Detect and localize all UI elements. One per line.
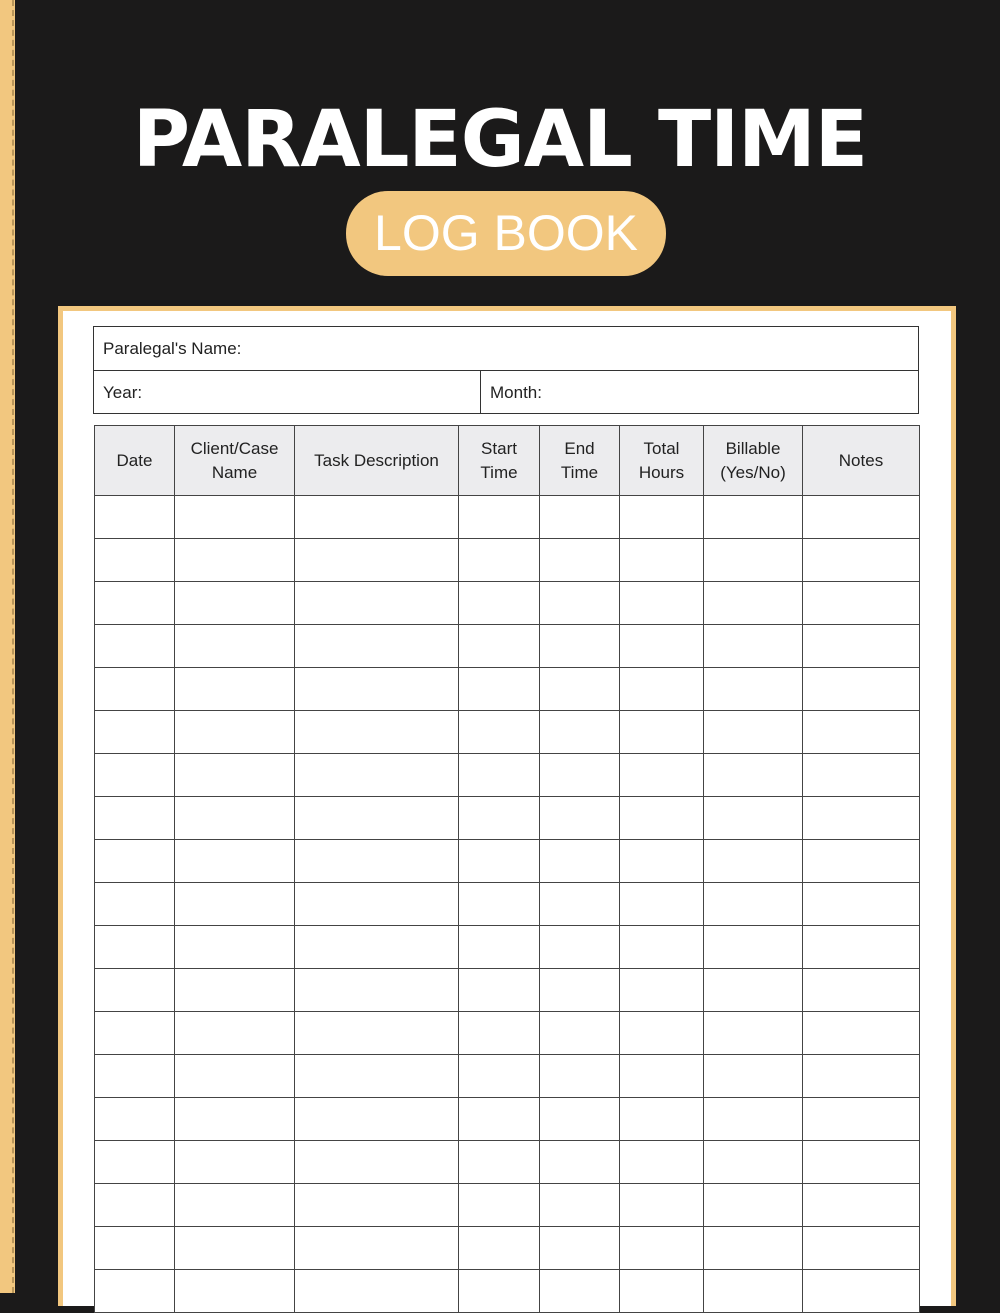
table-cell[interactable]	[620, 582, 704, 625]
table-cell[interactable]	[704, 1055, 803, 1098]
table-cell[interactable]	[540, 539, 620, 582]
table-cell[interactable]	[295, 539, 459, 582]
table-cell[interactable]	[803, 625, 920, 668]
table-cell[interactable]	[175, 926, 295, 969]
table-cell[interactable]	[459, 1098, 540, 1141]
table-cell[interactable]	[459, 883, 540, 926]
table-cell[interactable]	[803, 668, 920, 711]
column-header-line: Name	[211, 462, 258, 482]
column-header-start-time	[459, 426, 540, 496]
table-row	[95, 496, 920, 539]
column-header-task-description	[295, 426, 459, 496]
table-cell[interactable]	[295, 496, 459, 539]
cover-title: PARALEGAL TIME	[132, 95, 868, 185]
table-row	[95, 1012, 920, 1055]
table-cell[interactable]	[540, 840, 620, 883]
table-cell[interactable]	[175, 496, 295, 539]
table-cell[interactable]	[175, 969, 295, 1012]
table-row	[95, 625, 920, 668]
table-cell[interactable]	[459, 1270, 540, 1313]
table-row	[95, 840, 920, 883]
table-cell[interactable]	[175, 797, 295, 840]
table-cell[interactable]	[620, 883, 704, 926]
table-cell[interactable]	[95, 797, 175, 840]
table-cell[interactable]	[459, 969, 540, 1012]
table-cell[interactable]	[620, 1012, 704, 1055]
table-cell[interactable]	[295, 1012, 459, 1055]
year-label: Year:	[103, 383, 143, 402]
table-row	[95, 1141, 920, 1184]
table-row	[95, 539, 920, 582]
table-cell[interactable]	[803, 969, 920, 1012]
table-cell[interactable]	[175, 625, 295, 668]
table-cell[interactable]	[175, 1012, 295, 1055]
table-cell[interactable]	[95, 1141, 175, 1184]
table-cell[interactable]	[620, 539, 704, 582]
column-header-line: Billable	[725, 438, 781, 458]
table-row	[95, 969, 920, 1012]
table-cell[interactable]	[295, 883, 459, 926]
table-cell[interactable]	[295, 969, 459, 1012]
table-cell[interactable]	[459, 840, 540, 883]
table-cell[interactable]	[704, 840, 803, 883]
table-cell[interactable]	[803, 1141, 920, 1184]
table-cell[interactable]	[459, 539, 540, 582]
table-body	[95, 496, 920, 1313]
table-cell[interactable]	[175, 539, 295, 582]
table-cell[interactable]	[540, 1012, 620, 1055]
table-cell[interactable]	[295, 1184, 459, 1227]
table-cell[interactable]	[95, 1184, 175, 1227]
table-cell[interactable]	[540, 1270, 620, 1313]
table-cell[interactable]	[803, 582, 920, 625]
column-header-line: (Yes/No)	[720, 462, 786, 482]
table-cell[interactable]	[540, 582, 620, 625]
table-cell[interactable]	[175, 711, 295, 754]
table-cell[interactable]	[295, 754, 459, 797]
table-cell[interactable]	[95, 1098, 175, 1141]
table-cell[interactable]	[620, 668, 704, 711]
table-cell[interactable]	[95, 754, 175, 797]
table-cell[interactable]	[459, 668, 540, 711]
table-cell[interactable]	[459, 1055, 540, 1098]
table-cell[interactable]	[803, 1012, 920, 1055]
table-row	[95, 797, 920, 840]
table-cell[interactable]	[540, 926, 620, 969]
column-header-notes	[803, 426, 920, 496]
table-cell[interactable]	[540, 797, 620, 840]
table-cell[interactable]	[704, 1098, 803, 1141]
table-row	[95, 926, 920, 969]
table-cell[interactable]	[704, 625, 803, 668]
column-header-line: Date	[116, 450, 153, 470]
table-cell[interactable]	[704, 582, 803, 625]
table-cell[interactable]	[803, 883, 920, 926]
table-cell[interactable]	[459, 754, 540, 797]
table-cell[interactable]	[540, 625, 620, 668]
table-cell[interactable]	[175, 1184, 295, 1227]
table-cell[interactable]	[95, 1012, 175, 1055]
table-cell[interactable]	[459, 711, 540, 754]
table-cell[interactable]	[95, 1227, 175, 1270]
table-cell[interactable]	[95, 969, 175, 1012]
table-cell[interactable]	[459, 582, 540, 625]
table-cell[interactable]	[175, 668, 295, 711]
table-cell[interactable]	[803, 711, 920, 754]
table-cell[interactable]	[620, 926, 704, 969]
table-cell[interactable]	[95, 668, 175, 711]
table-cell[interactable]	[95, 926, 175, 969]
table-cell[interactable]	[540, 754, 620, 797]
column-header-total-hours	[620, 426, 704, 496]
table-cell[interactable]	[459, 1184, 540, 1227]
table-cell[interactable]	[803, 840, 920, 883]
table-row	[95, 1227, 920, 1270]
table-cell[interactable]	[95, 883, 175, 926]
table-cell[interactable]	[620, 1141, 704, 1184]
table-cell[interactable]	[459, 797, 540, 840]
table-cell[interactable]	[620, 1098, 704, 1141]
table-cell[interactable]	[620, 969, 704, 1012]
column-header-line: Hours	[638, 462, 685, 482]
column-header-line: End	[564, 438, 595, 458]
left-binding-strip	[0, 0, 15, 1293]
table-cell[interactable]	[620, 711, 704, 754]
table-cell[interactable]	[620, 1184, 704, 1227]
table-cell[interactable]	[459, 496, 540, 539]
table-cell[interactable]	[620, 754, 704, 797]
table-cell[interactable]	[175, 582, 295, 625]
table-cell[interactable]	[540, 1184, 620, 1227]
table-cell[interactable]	[704, 754, 803, 797]
table-cell[interactable]	[620, 1227, 704, 1270]
table-cell[interactable]	[803, 1098, 920, 1141]
table-cell[interactable]	[295, 1141, 459, 1184]
column-header-line: Start	[481, 438, 517, 458]
table-cell[interactable]	[295, 926, 459, 969]
table-cell[interactable]	[95, 840, 175, 883]
table-cell[interactable]	[620, 797, 704, 840]
table-cell[interactable]	[803, 1184, 920, 1227]
table-cell[interactable]	[459, 625, 540, 668]
column-header-billable	[704, 426, 803, 496]
table-cell[interactable]	[175, 754, 295, 797]
table-cell[interactable]	[175, 1055, 295, 1098]
table-cell[interactable]	[620, 1270, 704, 1313]
column-header-line: Task Description	[314, 450, 439, 470]
table-cell[interactable]	[175, 1270, 295, 1313]
table-cell[interactable]	[540, 1227, 620, 1270]
table-cell[interactable]	[540, 1141, 620, 1184]
column-header-line: Time	[560, 462, 599, 482]
paralegal-name-field[interactable]	[94, 327, 918, 371]
table-cell[interactable]	[95, 711, 175, 754]
table-row	[95, 883, 920, 926]
table-cell[interactable]	[175, 1141, 295, 1184]
table-cell[interactable]	[803, 1227, 920, 1270]
table-row	[95, 1184, 920, 1227]
column-header-line: Time	[480, 462, 518, 482]
table-cell[interactable]	[540, 711, 620, 754]
table-cell[interactable]	[704, 883, 803, 926]
table-cell[interactable]	[95, 496, 175, 539]
column-header-line: Client/Case	[190, 438, 279, 458]
table-cell[interactable]	[295, 1098, 459, 1141]
table-cell[interactable]	[459, 1012, 540, 1055]
table-cell[interactable]	[620, 496, 704, 539]
table-cell[interactable]	[295, 1055, 459, 1098]
table-cell[interactable]	[295, 625, 459, 668]
table-row	[95, 1270, 920, 1313]
table-cell[interactable]	[95, 582, 175, 625]
table-cell[interactable]	[459, 1141, 540, 1184]
year-field[interactable]	[94, 371, 481, 413]
table-cell[interactable]	[704, 797, 803, 840]
table-cell[interactable]	[704, 926, 803, 969]
table-row	[95, 711, 920, 754]
table-cell[interactable]	[295, 1227, 459, 1270]
table-row	[95, 754, 920, 797]
table-cell[interactable]	[95, 625, 175, 668]
table-cell[interactable]	[704, 539, 803, 582]
table-cell[interactable]	[95, 1055, 175, 1098]
table-header-row	[95, 426, 920, 496]
table-cell[interactable]	[459, 1227, 540, 1270]
table-cell[interactable]	[704, 1012, 803, 1055]
table-cell[interactable]	[95, 539, 175, 582]
table-cell[interactable]	[175, 840, 295, 883]
table-cell[interactable]	[704, 496, 803, 539]
table-cell[interactable]	[175, 1227, 295, 1270]
table-row	[95, 1055, 920, 1098]
column-header-end-time	[540, 426, 620, 496]
table-cell[interactable]	[175, 883, 295, 926]
table-cell[interactable]	[295, 668, 459, 711]
table-cell[interactable]	[295, 711, 459, 754]
table-cell[interactable]	[540, 883, 620, 926]
table-cell[interactable]	[540, 969, 620, 1012]
table-cell[interactable]	[704, 1141, 803, 1184]
table-cell[interactable]	[620, 840, 704, 883]
table-cell[interactable]	[803, 496, 920, 539]
table-cell[interactable]	[175, 1098, 295, 1141]
table-row	[95, 582, 920, 625]
table-cell[interactable]	[803, 539, 920, 582]
table-cell[interactable]	[704, 969, 803, 1012]
table-cell[interactable]	[704, 668, 803, 711]
table-cell[interactable]	[295, 797, 459, 840]
column-header-line: Notes	[838, 450, 884, 470]
column-header-line: Total	[643, 438, 680, 458]
month-field[interactable]	[481, 371, 918, 413]
table-cell[interactable]	[803, 797, 920, 840]
table-cell[interactable]	[803, 1055, 920, 1098]
table-cell[interactable]	[540, 496, 620, 539]
time-log-table	[94, 425, 920, 1313]
paralegal-name-label: Paralegal's Name:	[103, 339, 242, 358]
table-cell[interactable]	[459, 926, 540, 969]
table-cell[interactable]	[540, 668, 620, 711]
info-box	[93, 326, 919, 414]
table-cell[interactable]	[540, 1098, 620, 1141]
table-cell[interactable]	[704, 711, 803, 754]
table-cell[interactable]	[704, 1184, 803, 1227]
month-label: Month:	[490, 383, 542, 402]
table-cell[interactable]	[704, 1227, 803, 1270]
table-cell[interactable]	[803, 754, 920, 797]
table-row	[95, 1098, 920, 1141]
table-cell[interactable]	[620, 625, 704, 668]
table-cell[interactable]	[803, 1270, 920, 1313]
table-cell[interactable]	[704, 1270, 803, 1313]
table-cell[interactable]	[803, 926, 920, 969]
table-cell[interactable]	[295, 1270, 459, 1313]
table-row	[95, 668, 920, 711]
table-cell[interactable]	[620, 1055, 704, 1098]
column-header-client-case-name	[175, 426, 295, 496]
column-header-date	[95, 426, 175, 496]
table-cell[interactable]	[295, 840, 459, 883]
cover-subtitle-pill: LOG BOOK	[346, 191, 666, 276]
table-cell[interactable]	[95, 1270, 175, 1313]
table-cell[interactable]	[295, 582, 459, 625]
table-cell[interactable]	[540, 1055, 620, 1098]
